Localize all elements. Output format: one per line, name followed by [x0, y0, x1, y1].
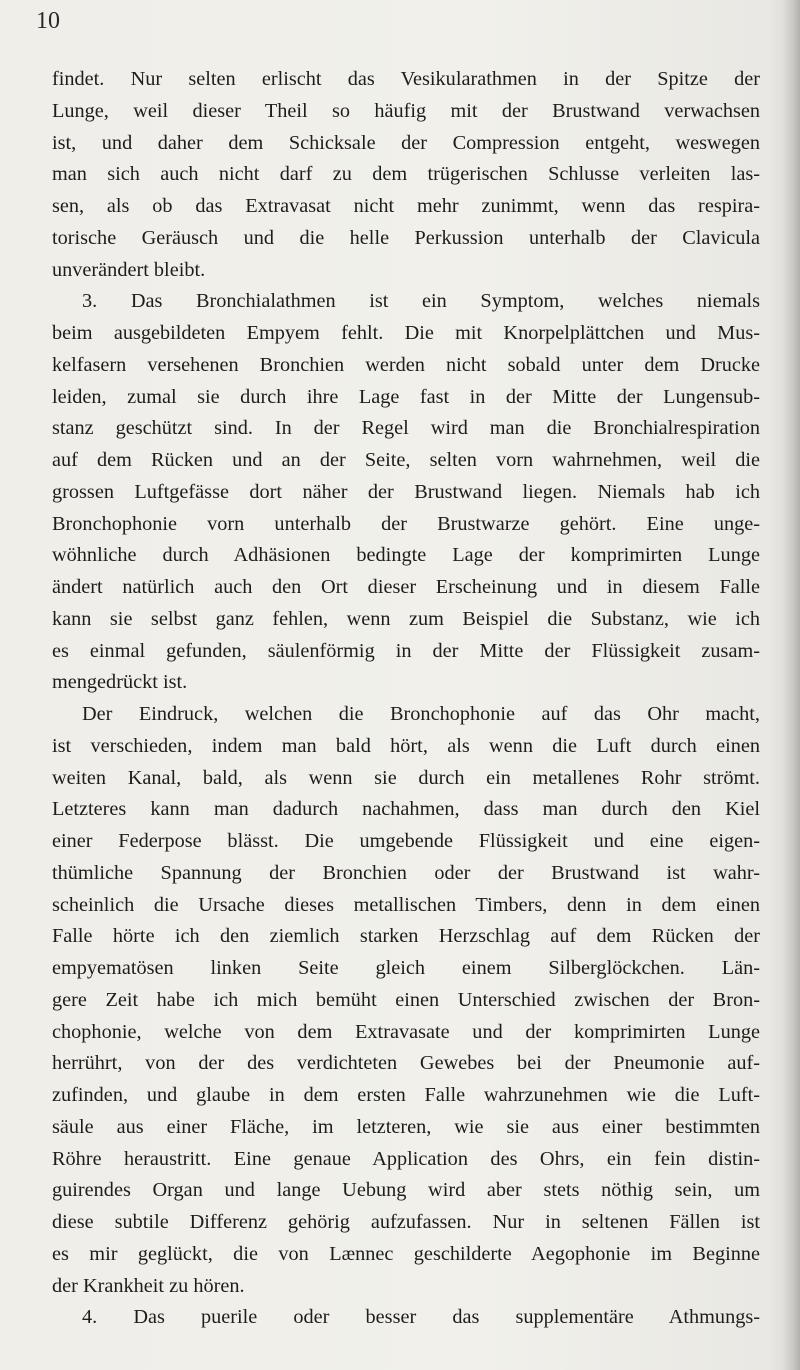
- text-line: säule aus einer Fläche, im letzteren, wie sie aus einer bestimmten: [52, 1115, 760, 1138]
- text-line: ist verschieden, indem man bald hört, als wenn die Luft durch einen: [52, 734, 760, 757]
- section-heading-line: 3. Das Bronchialathmen ist ein Symptom, welches niemals: [82, 290, 760, 313]
- text-line: mengedrückt ist.: [52, 671, 188, 694]
- text-line: Röhre heraustritt. Eine genaue Application des Ohrs, ein fein distin-: [52, 1147, 760, 1170]
- text-line: der Krankheit zu hören.: [52, 1274, 245, 1297]
- text-line: einer Federpose blässt. Die umgebende Flüssigkeit und eine eigen-: [52, 830, 760, 852]
- text-line: grossen Luftgefässe dort näher der Brustwand liegen. Niemals hab ich: [52, 480, 760, 503]
- paragraph-start-line: Der Eindruck, welchen die Bronchophonie auf das Ohr macht,: [82, 703, 760, 725]
- text-line: sen, als ob das Extravasat nicht mehr zunimmt, wenn das respira-: [52, 195, 760, 217]
- text-line: herrührt, von der des verdichteten Gewebes bei der Pneumonie auf-: [52, 1052, 760, 1075]
- text-line: wöhnliche durch Adhäsionen bedingte Lage der komprimirten Lunge: [52, 544, 760, 567]
- text-line: diese subtile Differenz gehörig aufzufassen. Nur in seltenen Fällen ist: [52, 1211, 760, 1233]
- text-line: findet. Nur selten erlischt das Vesikularathmen in der Spitze der: [52, 68, 760, 90]
- text-line: kelfasern versehenen Bronchien werden nicht sobald unter dem Drucke: [52, 353, 760, 376]
- text-line: zufinden, und glaube in dem ersten Falle wahrzunehmen wie die Luft-: [52, 1084, 760, 1106]
- text-line: man sich auch nicht darf zu dem trügerischen Schlusse verleiten las-: [52, 163, 760, 186]
- text-line: es mir geglückt, die von Lænnec geschilderte Aegophonie im Beginne: [52, 1242, 760, 1265]
- section-heading-line: 4. Das puerile oder besser das supplementäre Athmungs-: [82, 1306, 760, 1329]
- text-line: beim ausgebildeten Empyem fehlt. Die mit Knorpelplättchen und Mus-: [52, 322, 760, 344]
- text-line: es einmal gefunden, säulenförmig in der Mitte der Flüssigkeit zusam-: [52, 639, 760, 662]
- text-line: thümliche Spannung der Bronchien oder der Brustwand ist wahr-: [52, 861, 760, 884]
- text-line: ist, und daher dem Schicksale der Compression entgeht, weswegen: [52, 131, 760, 154]
- text-line: unverändert bleibt.: [52, 258, 206, 281]
- text-line: Lunge, weil dieser Theil so häufig mit der Brustwand verwachsen: [52, 99, 760, 122]
- text-line: kann sie selbst ganz fehlen, wenn zum Beispiel die Substanz, wie ich: [52, 607, 760, 630]
- text-line: Letzteres kann man dadurch nachahmen, dass man durch den Kiel: [52, 798, 760, 821]
- text-line: weiten Kanal, bald, als wenn sie durch ein metallenes Rohr strömt.: [52, 766, 760, 789]
- text-line: Bronchophonie vorn unterhalb der Brustwarze gehört. Eine unge-: [52, 512, 760, 535]
- text-line: ändert natürlich auch den Ort dieser Erscheinung und in diesem Falle: [52, 576, 760, 598]
- text-line: torische Geräusch und die helle Perkussion unterhalb der Clavicula: [52, 226, 760, 249]
- body-text: [52, 64, 760, 1334]
- text-line: leiden, zumal sie durch ihre Lage fast in der Mitte der Lungensub-: [52, 385, 760, 408]
- text-line: Falle hörte ich den ziemlich starken Herzschlag auf dem Rücken der: [52, 925, 760, 948]
- text-line: empyematösen linken Seite gleich einem Silberglöckchen. Län-: [52, 957, 760, 979]
- text-line: auf dem Rücken und an der Seite, selten vorn wahrnehmen, weil die: [52, 449, 760, 471]
- text-line: guirendes Organ und lange Uebung wird aber stets nöthig sein, um: [52, 1179, 760, 1202]
- text-line: scheinlich die Ursache dieses metallischen Timbers, denn in dem einen: [52, 893, 760, 916]
- page-number: 10: [36, 8, 60, 34]
- page-edge-shadow: [782, 0, 800, 1370]
- text-line: stanz geschützt sind. In der Regel wird man die Bronchialrespiration: [52, 417, 760, 440]
- text-line: chophonie, welche von dem Extravasate und der komprimirten Lunge: [52, 1020, 760, 1043]
- text-line: gere Zeit habe ich mich bemüht einen Unterschied zwischen der Bron-: [52, 988, 760, 1011]
